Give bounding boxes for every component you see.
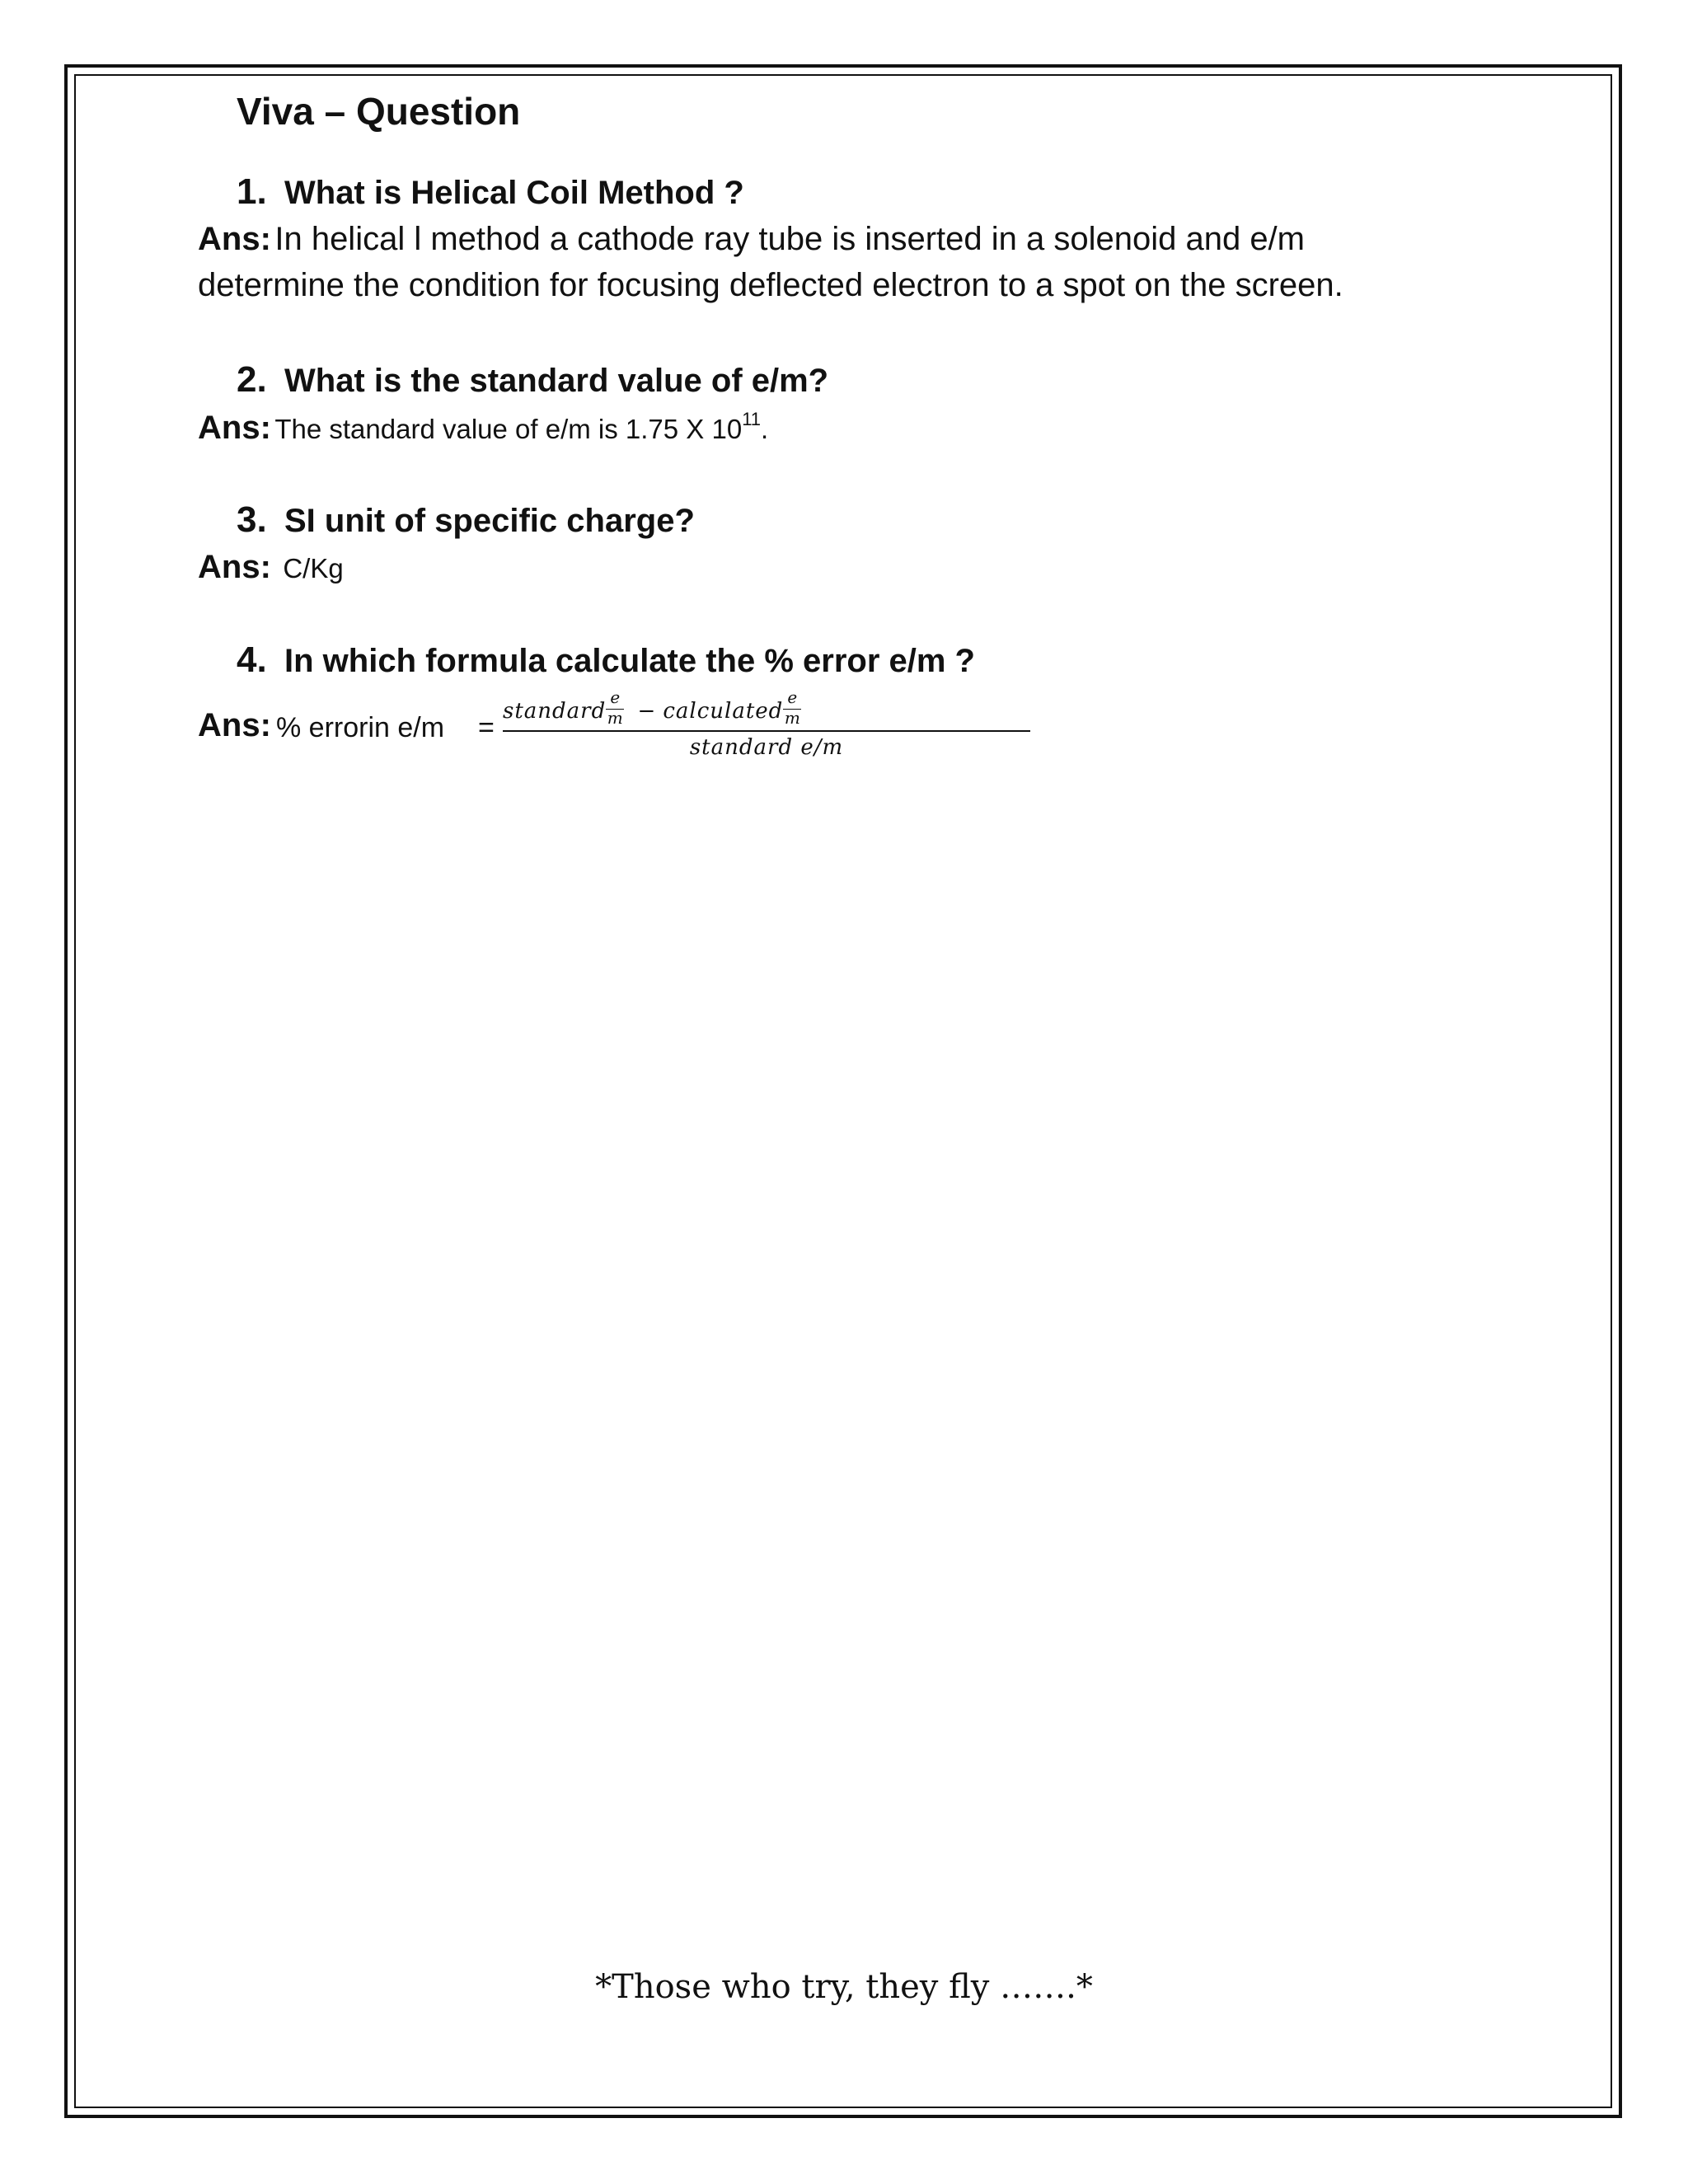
question-number: 4. (237, 640, 267, 680)
formula-equals: = (478, 712, 495, 743)
page-title: Viva – Question (237, 90, 521, 133)
question-text: In which formula calculate the % error e/m ? (284, 643, 975, 679)
e-over-m: $\frac{e}{m}$ (784, 687, 800, 728)
answer-2 (198, 409, 768, 447)
answer-label: Ans: (198, 221, 271, 257)
answer-label: Ans: (198, 410, 271, 446)
fraction-bar (503, 730, 1030, 732)
formula-denominator: standard e/m (689, 735, 844, 760)
formula-numerator: standard $\frac{e}{m}$ − calculated $\frac{e}{m}$ (503, 687, 800, 728)
question-number: 1. (237, 171, 267, 212)
exponent: 11 (742, 409, 762, 429)
e-over-m: $\frac{e}{m}$ (607, 687, 623, 728)
footer-quote: *Those who try, they fly …….* (595, 1968, 1093, 2006)
question-4 (237, 640, 975, 681)
answer-text: C/Kg (283, 553, 344, 583)
question-number: 3. (237, 499, 267, 540)
question-2 (237, 359, 828, 401)
question-text: What is Helical Coil Method ? (284, 175, 744, 211)
question-number: 2. (237, 359, 267, 400)
question-text: What is the standard value of e/m? (284, 363, 829, 399)
answer-text: In helical l method a cathode ray tube is inserted in a solenoid and e/m (274, 221, 1305, 257)
question-3 (237, 499, 695, 541)
question-text: SI unit of specific charge? (284, 503, 695, 539)
answer-text: The standard value of e/m is 1.75 X $10^{11}$. (274, 409, 769, 444)
answer-label: Ans: (198, 549, 271, 585)
answer-3 (198, 549, 344, 586)
formula-prefix: % errorin e/m (276, 712, 445, 743)
answer-1 (198, 221, 1305, 258)
question-1 (237, 171, 744, 213)
answer-1-continued: determine the condition for focusing deflected electron to a spot on the screen. (198, 267, 1343, 303)
answer-label: Ans: (198, 707, 271, 743)
